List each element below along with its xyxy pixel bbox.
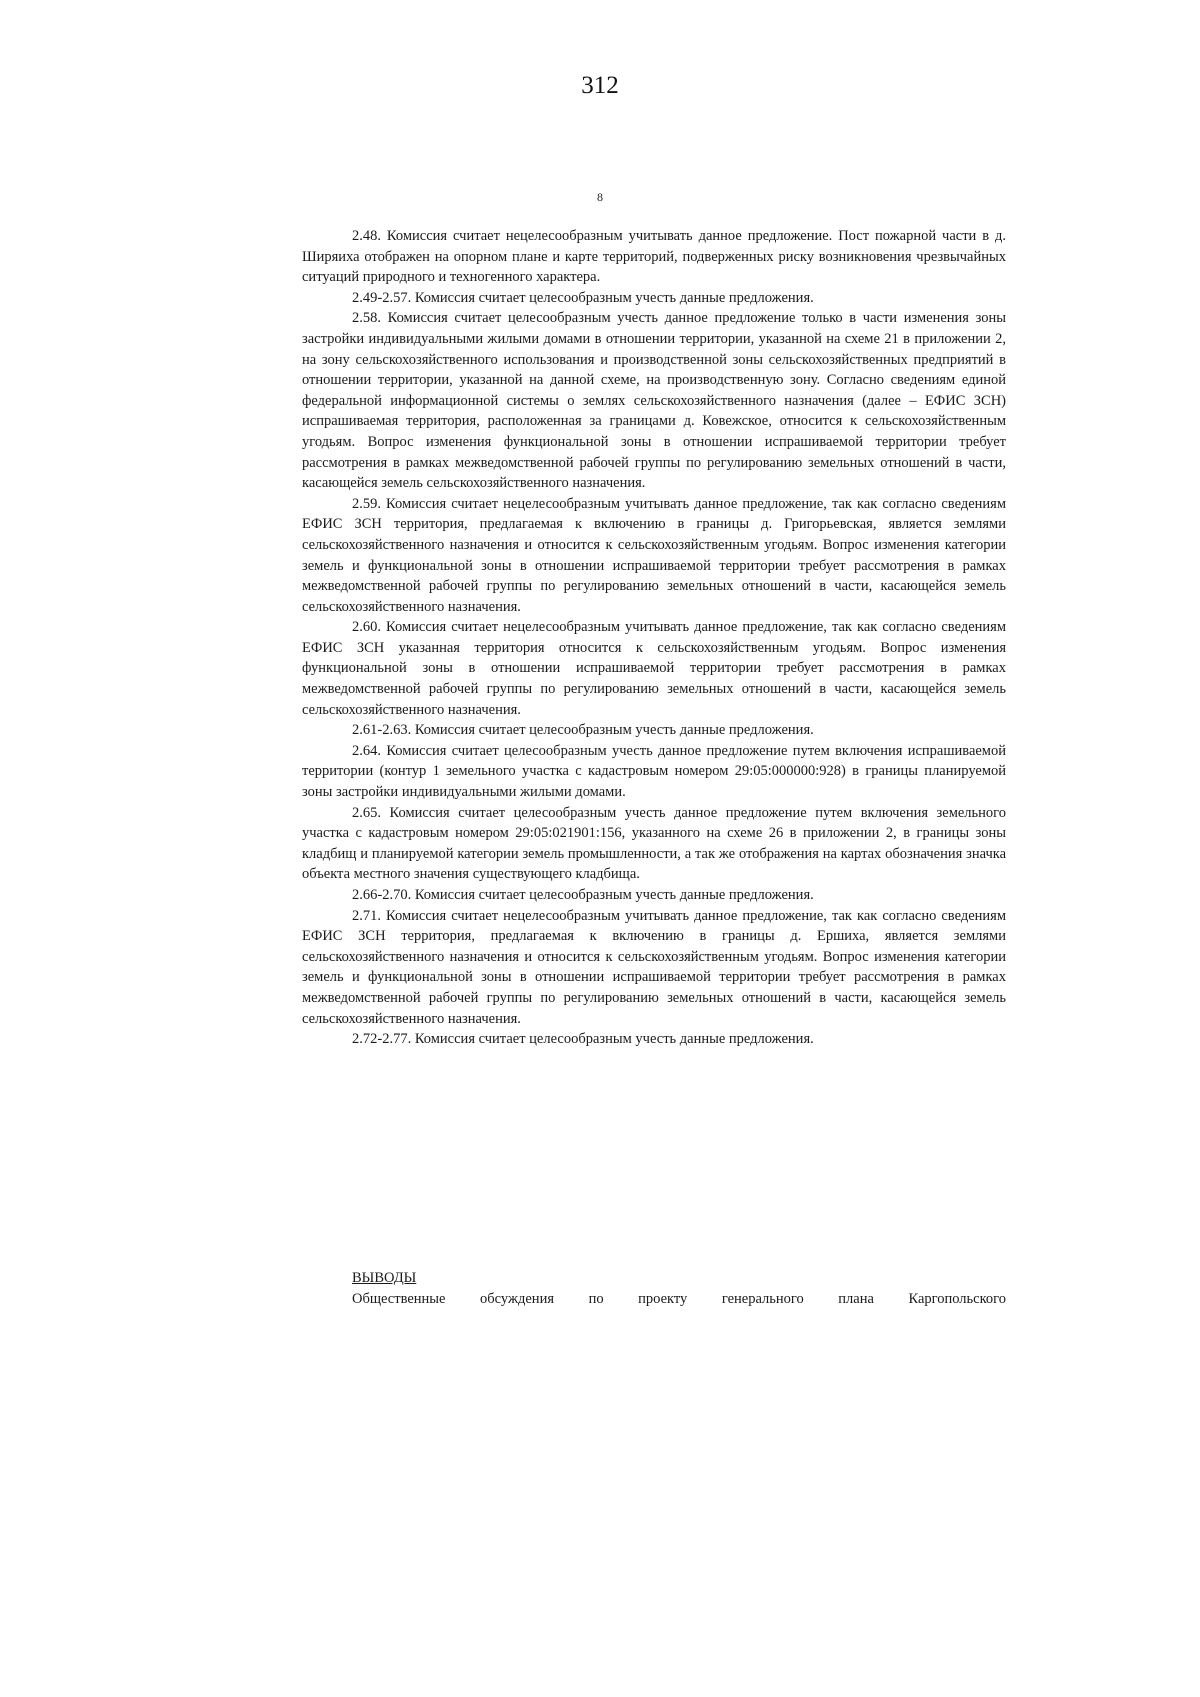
paragraph-2-66-2-70: 2.66-2.70. Комиссия считает целесообразным учесть данные предложения. (352, 887, 814, 903)
document-body (302, 226, 1006, 1050)
paragraph-2-64: 2.64. Комиссия считает целесообразным учесть данное предложение путем включения испрашиваемой территории (контур 1 земельного участка с кадастровым номером 29:05:000000:928) в границы планируемой зоны застройки индивидуальными жилыми домами. (302, 742, 1006, 801)
conclusions-text: Общественные обсуждения по проекту генерального плана Каргопольского (352, 1291, 1006, 1307)
paragraph-2-58: 2.58. Комиссия считает целесообразным учесть данное предложение только в части изменения зоны застройки индивидуальными жилыми домами в отношении территории, указанной на схеме 21 в приложении 2, на зону сельскохозяйственного использования и производственной зоны сельскохозяйственных предприятий в отношении территории, указанной на данной схеме, на производственную зону. Согласно сведениям единой федеральной информационной системы о землях сельскохозяйственного назначения (далее – ЕФИС ЗСН) испрашиваемая территория, расположенная за границами д. Ковежское, относится к сельскохозяйственным угодьям. Вопрос изменения функциональной зоны в отношении испрашиваемой территории требует рассмотрения в рамках межведомственной рабочей группы по регулированию земельных отношений в части, касающейся земель сельскохозяйственного назначения. (302, 310, 1006, 492)
paragraph-2-72-2-77: 2.72-2.77. Комиссия считает целесообразным учесть данные предложения. (352, 1031, 814, 1048)
conclusions-heading: ВЫВОДЫ (352, 1270, 417, 1286)
conclusions-section (302, 1268, 1006, 1310)
paragraph-2-59: 2.59. Комиссия считает нецелесообразным учитывать данное предложение, так как согласно сведениям ЕФИС ЗСН территория, предлагаемая к включению в границы д. Григорьевская, является землями сельскохозяйственного назначения и относится к сельскохозяйственным угодьям. Вопрос изменения категории земель и функциональной зоны в отношении испрашиваемой территории требует рассмотрения в рамках межведомственной рабочей группы по регулированию земельных отношений в части, касающейся земель сельскохозяйственного назначения. (302, 495, 1006, 615)
inner-page-number: 8 (597, 190, 603, 204)
paragraph-2-65: 2.65. Комиссия считает целесообразным учесть данное предложение путем включения земельного участка с кадастровым номером 29:05:021901:156, указанного на схеме 26 в приложении 2, в границы зоны кладбищ и планируемой категории земель промышленности, а так же отображения на картах обозначения значка объекта местного значения существующего кладбища. (302, 804, 1006, 883)
paragraph-2-49-2-57: 2.49-2.57. Комиссия считает целесообразным учесть данные предложения. (352, 289, 814, 306)
outer-page-number: 312 (581, 72, 619, 99)
paragraph-2-60: 2.60. Комиссия считает нецелесообразным учитывать данное предложение, так как согласно сведениям ЕФИС ЗСН указанная территория относится к сельскохозяйственным угодьям. Вопрос изменения функциональной зоны в отношении испрашиваемой территории требует рассмотрения в рамках межведомственной рабочей группы по регулированию земельных отношений в части, касающейся земель сельскохозяйственного назначения. (302, 619, 1006, 718)
paragraph-2-71: 2.71. Комиссия считает нецелесообразным учитывать данное предложение, так как согласно сведениям ЕФИС ЗСН территория, предлагаемая к включению в границы д. Ершиха, является землями сельскохозяйственного назначения и относится к сельскохозяйственным угодьям. Вопрос изменения категории земель и функциональной зоны в отношении испрашиваемой территории требует рассмотрения в рамках межведомственной рабочей группы по регулированию земельных отношений в части, касающейся земель сельскохозяйственного назначения. (302, 907, 1006, 1027)
paragraph-2-48: 2.48. Комиссия считает нецелесообразным учитывать данное предложение. Пост пожарной части в д. Ширяиха отображен на опорном плане и карте территорий, подверженных риску возникновения чрезвычайных ситуаций природного и техногенного характера. (302, 228, 1006, 286)
paragraph-2-61-2-63: 2.61-2.63. Комиссия считает целесообразным учесть данные предложения. (352, 722, 814, 739)
